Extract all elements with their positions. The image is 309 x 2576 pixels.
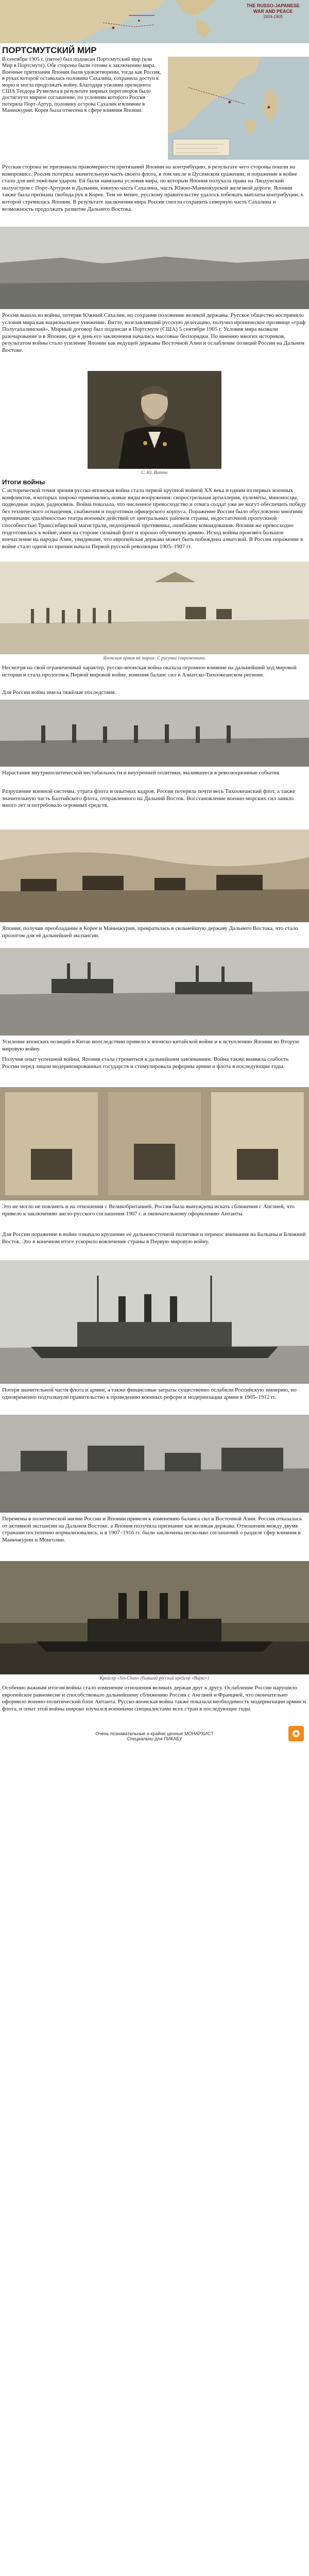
- paragraph-2: [0, 164, 309, 213]
- paragraph-11: [0, 1056, 309, 1070]
- portrait-caption: С. Ю. Витте: [141, 470, 168, 475]
- paragraph-9-text: Япония, получив преобладание в Корее и Маньчжурии, превратилась в сильнейшую державу Дальнего Востока, что стало прологом для её дальнейшей экспансии.: [2, 925, 298, 939]
- troops-photo: [0, 700, 309, 767]
- paragraph-9: [0, 925, 309, 939]
- army-march-sketch: [0, 562, 309, 654]
- intro-paragraph: В сентябре 1905 г. (пятое) был подписан Портсмутский мир (или Мир в Портсмуте). Обе стороны были готовы к заключению мира. Военные притязания Японии были удовлетворены, тогда как Россия, в руках которой оставалась половина Сахалина, сохранила доступ к морю и могла продолжать войну. Благодаря усилиям президента США Теодора Рузвельта в результате мирных переговоров было достигнуто мирное соглашение, по условиям которого Россия потеряла Порт-Артур, половину острова Сахалин и влияние в Маньчжурии. Корея была отнесена к сфере влияния Японии.: [2, 57, 161, 114]
- paragraph-10-text: Усиление японских позиций в Китае впоследствии привело к японско-китайской войне и к вступлению Японии во Вторую мировую войну.: [2, 1039, 300, 1052]
- ruins-photo-svg: [0, 1415, 309, 1513]
- battleship-photo-svg: [0, 1260, 309, 1384]
- intro-block: [0, 57, 165, 114]
- pacific-map-svg: [168, 57, 309, 160]
- paragraph-13-text: Для России поражение в войне означало крушение её дальневосточной политики и перенос внимания на Балканы и Ближний Восток. Это в конечном итоге ускорило вовлечение страны в Первую мировую войну.: [2, 1231, 306, 1245]
- paragraph-7: [0, 770, 309, 777]
- paragraph-14: [0, 1387, 309, 1401]
- paragraph-6-text: Для России война имела тяжёлые последствия.: [2, 689, 116, 696]
- battleship-photo: [0, 1260, 309, 1384]
- paragraph-12-text: Это не могло не повлиять и на отношения с Великобританией. Россия была вынуждена искать сближения с Англией, что привело к заключению англо-русского соглашения 1907 г. и окончательному оформлению Антанты.: [2, 1204, 295, 1217]
- map-title: THE RUSSO-JAPANESE WAR AND PEACE: [246, 3, 300, 14]
- map-years: 1904-1905: [263, 14, 283, 19]
- cruiser-photo: [0, 1561, 309, 1674]
- sketch-caption: Японская армия на марше. С рисунка современника.: [103, 655, 206, 660]
- paragraph-3: [0, 312, 309, 354]
- cruiser-photo-svg: [0, 1561, 309, 1674]
- paragraph-8: [0, 788, 309, 809]
- paragraph-4: [0, 487, 309, 550]
- ruins-photo: [0, 1415, 309, 1513]
- paragraph-11-text: Получив опыт успешной войны, Япония стала стремиться к дальнейшим завоеваниям. Война также выявила слабость России перед лицом модернизированных государств и стимулировала реформы армии и флота в последующие годы.: [2, 1056, 289, 1070]
- map-title-box: [242, 3, 304, 19]
- results-heading-block: [0, 478, 309, 486]
- paragraph-12: [0, 1204, 309, 1217]
- paragraph-2-text: Русская сторона не признавала правомерности притязаний Японии на контрибуцию, в результате чего стороны пошли на компромисс. Россия потеряла значительную часть своего флота, в том числе в Цусимском сражении, и поражение в войне стало для неё тяжёлым ударом. Ей были навязаны условия мира, по которым Япония получала права на Ляодунский полуостров с Порт-Артуром и Дальним, южную часть Сахалина, часть Южно-Маньчжурской железной дороги. Японии также была признана свобода рук в Корее. Тем не менее, русскому правительству удалось избежать выплаты контрибуции, к которой стремилась Япония. В результате заключения мира Россия смогла сохранить северную часть Сахалина и возможность продолжать развитие Дальнего Востока.: [2, 164, 304, 212]
- paragraph-10: [0, 1039, 309, 1053]
- paragraph-7-text: Нарастание внутриполитической нестабильности и внутренней политики, вылившееся в революционные события.: [2, 770, 281, 776]
- footer-line-2: Специально для ПИКАБУ: [127, 1736, 182, 1741]
- ship-caption: Крейсер «Sin-Chun» (бывший русский крейсер «Варяг»): [99, 1675, 210, 1681]
- paragraph-15: [0, 1516, 309, 1544]
- war-map-illustration: [0, 0, 309, 43]
- collage-photo: [0, 1087, 309, 1200]
- paragraph-3-text: Россия вышла из войны, потеряв Южный Сахалин, но сохранив положение великой державы. Русское общество восприняло условия мира как национальное унижение. Витте, возглавлявший русскую делегацию, получил ироническое прозвище «граф Полусахалинский». Мирный договор был подписан в Портсмуте (США) 5 сентября 1905 г. Условия мира вызвали разочарование и в Японии, где в день его заключения начались массовые беспорядки. По мнению многих историков, результатом войны стало усиление Японии как ведущей державы Восточной Азии и ослабление позиций России на Дальнем Востоке.: [2, 312, 306, 353]
- paragraph-13: [0, 1231, 309, 1245]
- paragraph-15-text: Перемены в политической жизни России и Японии привели к изменению баланса сил в Восточной Азии. Россия отказалась от активной экспансии на Дальнем Востоке, а Япония получила признание как великая держава. Отношения между двумя странами постепенно нормализовались, и в 1907–1916 гг. были заключены несколько соглашений о разделе сфер влияния в Маньчжурии и Монголии.: [2, 1516, 302, 1543]
- article-header: [0, 45, 309, 56]
- paragraph-8-text: Разрушение военной системы, утрата флота и опытных кадров. Россия потеряла почти весь Тихоокеанский флот, а также значительную часть Балтийского флота, отправленного на Дальний Восток. Восстановление военно-морских сил заняло много лет и потребовало огромных средств.: [2, 788, 296, 809]
- paragraph-6: [0, 689, 309, 697]
- paragraph-5: [0, 665, 309, 679]
- paragraph-14-text: Потеря значительной части флота и армии, а также финансовые затраты существенно ослабили Российскую империю, но одновременно подтолкнули правительство к проведению военных реформ и модернизации армии в 1905–1912 гг.: [2, 1387, 297, 1400]
- troops-photo-svg: [0, 700, 309, 767]
- harbor-photo: [0, 948, 309, 1036]
- paragraph-16: [0, 1685, 309, 1713]
- paragraph-4-text: С исторической точки зрения русско-японская война стала первой крупной войной XX века и одним из первых военных конфликтов, в которых широко применялись новые виды вооружения: скорострельная артиллерия, пулемёты, миноносцы, подводные лодки, радиосвязь. Война показала, что численное превосходство и отвага солдат уже не могут обеспечить победу без технического оснащения, снабжения и подготовки офицерского корпуса. Поражение России было обусловлено многими причинами: удалённостью театра военных действий от центральных районов страны, недостаточной пропускной способностью Транссибирской магистрали, недооценкой противника, ошибками командования. Япония же превосходно подготовилась к войне, имея на стороне сильный флот и хорошо обученную армию. Исход войны произвёл большое впечатление на народы Азии, увидевшие, что европейская держава может быть побеждена азиатской. В России поражение в войне стало одной из причин начала Первой русской революции 1905–1907 гг.: [2, 487, 306, 550]
- battle-photo-svg: [0, 829, 309, 922]
- footer: [0, 1731, 309, 1741]
- sakhalin-photo: [0, 227, 309, 309]
- article-title: ПОРТСМУТСКИЙ МИР: [2, 45, 97, 55]
- army-march-sketch-svg: [0, 562, 309, 654]
- results-heading: Итоги войны: [2, 478, 45, 486]
- witte-portrait-svg: [88, 371, 221, 469]
- paragraph-16-text: Особенно важным итогом войны стало изменение отношения великих держав друг к другу. Ослабление России нарушило европейское равновесие и способствовало дальнейшему сближению России с Англией и Францией, что окончательно оформило военно-политический блок Антанта. Русско-японская война также показала необходимость модернизации армии и флота, и опыт этой войны широко изучался военными специалистами всех стран в последующие годы.: [2, 1685, 306, 1712]
- collage-photo-svg: [0, 1087, 309, 1200]
- witte-portrait: [88, 371, 221, 469]
- paragraph-5-text: Несмотря на свой ограниченный характер, русско-японская война оказала огромное влияние на дальнейший ход мировой истории и стала прологом к Первой мировой войне, изменив баланс сил в Азиатско-Тихоокеанском регионе.: [2, 665, 297, 678]
- battle-photo: [0, 829, 309, 922]
- harbor-photo-svg: [0, 948, 309, 1036]
- footer-line-1: Очень познавательные и крайне ценные МОНАРХИСТ: [95, 1731, 214, 1736]
- sakhalin-photo-svg: [0, 227, 309, 309]
- pacific-map: [168, 57, 309, 160]
- rose-ornament-icon: [288, 1726, 304, 1741]
